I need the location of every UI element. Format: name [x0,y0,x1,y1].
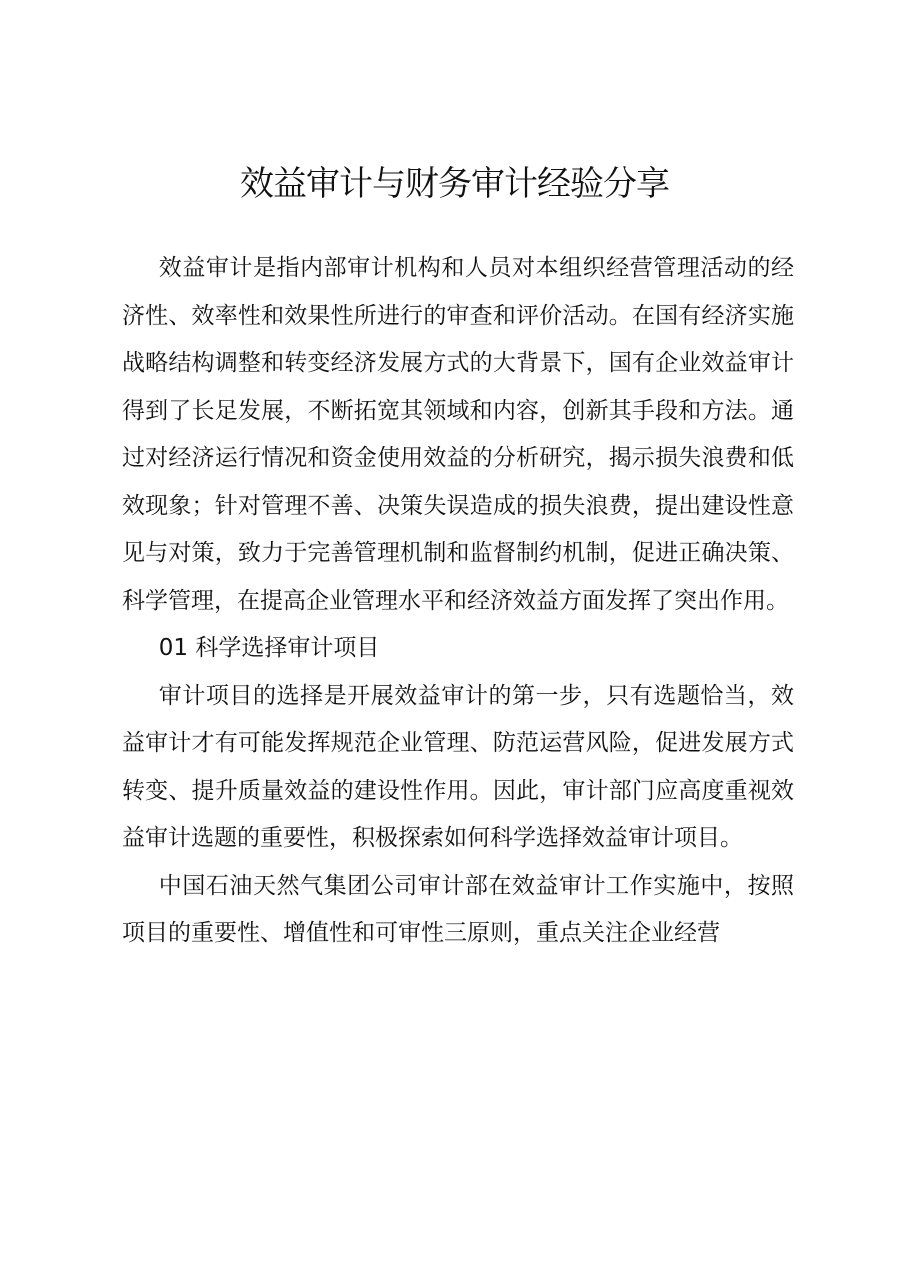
paragraph-intro: 效益审计是指内部审计机构和人员对本组织经营管理活动的经济性、效率性和效果性所进行的审查和评价活动。在国有经济实施战略结构调整和转变经济发展方式的大背景下，国有企业效益审计得到了长足发展，不断拓宽其领域和内容，创新其手段和方法。通过对经济运行情况和资金使用效益的分析研究，揭示损失浪费和低效现象；针对管理不善、决策失误造成的损失浪费，提出建设性意见与对策，致力于完善管理机制和监督制约机制，促进正确决策、科学管理，在提高企业管理水平和经济效益方面发挥了突出作用。 [122,255,794,614]
document-title: 效益审计与财务审计经验分享 [240,164,669,204]
paragraph-project-selection: 审计项目的选择是开展效益审计的第一步，只有选题恰当，效益审计才有可能发挥规范企业管理、防范运营风险，促进发展方式转变、提升质量效益的建设性作用。因此，审计部门应高度重视效益审计选题的重要性，积极探索如何科学选择效益审计项目。 [122,682,794,851]
document-body [122,245,794,958]
paragraph-cnpc: 中国石油天然气集团公司审计部在效益审计工作实施中，按照项目的重要性、增值性和可审性三原则，重点关注企业经营 [122,872,794,946]
section-heading: 01 科学选择审计项目 [158,635,380,661]
